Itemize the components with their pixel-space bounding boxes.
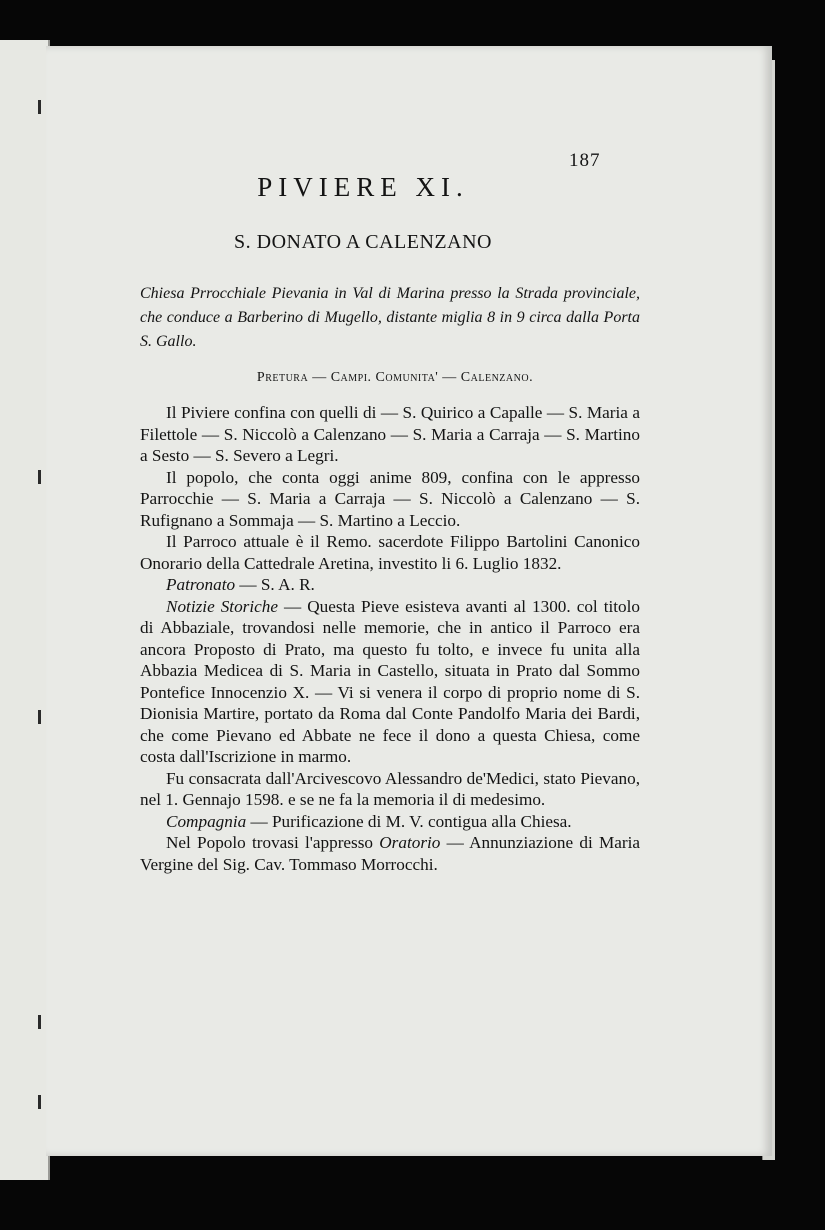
paragraph: Il popolo, che conta oggi anime 809, confina con le appresso Parrocchie — S. Maria a Carraja — S. Niccolò a Calenzano — S. Rufignano a Sommaja — S. Martino a Leccio.: [140, 467, 640, 530]
paragraph: Il Piviere confina con quelli di — S. Quirico a Capalle — S. Maria a Filettole — S. Niccolò a Calenzano — S. Maria a Carraja — S. Martino a Sesto — S. Severo a Legri.: [140, 403, 640, 465]
body-text: [140, 402, 640, 875]
church-title: S. DONATO A CALENZANO: [234, 231, 492, 253]
paragraph: Fu consacrata dall'Arcivescovo Alessandro de'Medici, stato Pievano, nel 1. Gennajo 1598. e se ne fa la memoria il di medesimo.: [140, 768, 640, 809]
paragraph: Notizie Storiche — Questa Pieve esisteva avanti al 1300. col titolo di Abbaziale, trovandosi nelle memorie, che in antico il Parroco era ancora Proposto di Prato, ma questo fu tolto, e invece fu unita alla Abbazia Medicea di S. Maria in Castello, situata in Prato dal Sommo Pontefice Innocenzio X. — Vi si venera il corpo di proprio nome di S. Dionisia Martire, portato da Roma dal Conte Pandolfo Maria dei Bardi, che come Pievano ed Abbate ne fece il dono a questa Chiesa, come costa dall'Iscrizione in marmo.: [140, 596, 640, 766]
facing-page-edge: [0, 40, 50, 1180]
paragraph-label: Notizie Storiche: [166, 596, 278, 616]
subtitle: Chiesa Prrocchiale Pievania in Val di Marina presso la Strada provinciale, che conduce a Barberino di Mugello, distante miglia 8 in 9 circa dalla Porta S. Gallo.: [140, 285, 640, 350]
jurisdiction-line: Pretura — Campi. Comunita' — Calenzano.: [256, 370, 534, 385]
paragraph: Patronato — S. A. R.: [166, 575, 315, 594]
binding-mark: [38, 100, 41, 114]
binding-mark: [38, 1015, 41, 1029]
binding-mark: [38, 470, 41, 484]
paragraph: Il Parroco attuale è il Remo. sacerdote Filippo Bartolini Canonico Onorario della Cattedrale Aretina, investito li 6. Luglio 1832.: [140, 532, 640, 573]
paragraph: Nel Popolo trovasi l'appresso Oratorio — Annunziazione di Maria Vergine del Sig. Cav. Tommaso Morrocchi.: [140, 833, 640, 874]
page-number: 187: [569, 150, 601, 171]
section-title: PIVIERE XI.: [257, 172, 469, 202]
paragraph-label: Oratorio: [379, 833, 441, 852]
paragraph: Compagnia — Purificazione di M. V. contigua alla Chiesa.: [166, 811, 572, 831]
binding-mark: [38, 710, 41, 724]
paragraph-label: Patronato: [166, 575, 236, 594]
binding-mark: [38, 1095, 41, 1109]
paragraph-label: Compagnia: [166, 811, 247, 831]
